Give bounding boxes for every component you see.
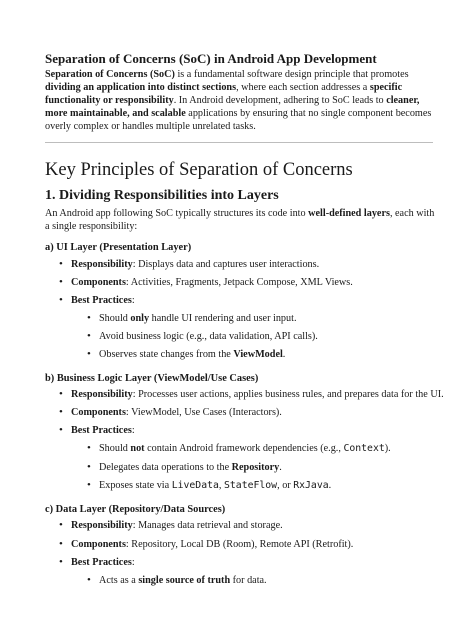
layer-c-heading: c) Data Layer (Repository/Data Sources) bbox=[45, 504, 226, 515]
list-item bbox=[59, 519, 283, 531]
inline-code: LiveData bbox=[171, 480, 219, 491]
bullet-icon: • bbox=[59, 424, 63, 436]
bullet-icon: • bbox=[59, 294, 63, 306]
sub-list-item bbox=[87, 479, 332, 491]
main-heading: Key Principles of Separation of Concerns bbox=[45, 160, 353, 180]
bullet-icon: • bbox=[59, 258, 63, 270]
best-practices-colon: : bbox=[131, 425, 135, 436]
inline-code: RxJava bbox=[293, 480, 329, 491]
components-label: Components bbox=[71, 539, 126, 550]
list-item bbox=[59, 556, 135, 568]
sub-item-text: contain Android framework dependencies (e.g., bbox=[144, 443, 344, 454]
components-label: Components bbox=[71, 277, 126, 288]
intro-text-3: . In Android development, adhering to SoC leads to bbox=[173, 95, 387, 106]
sub-item-bold: not bbox=[130, 443, 145, 454]
list-item bbox=[59, 538, 354, 550]
responsibility-label: Responsibility bbox=[71, 389, 133, 400]
intro-bold-4: cleaner, more maintainable, and scalable bbox=[45, 95, 420, 119]
intro-title: Separation of Concerns (SoC) in Android App Development bbox=[45, 51, 377, 66]
components-text: : Repository, Local DB (Room), Remote API (Retrofit). bbox=[125, 539, 354, 550]
layer-a-heading: a) UI Layer (Presentation Layer) bbox=[45, 242, 192, 253]
sub-item-text: Should bbox=[99, 443, 131, 454]
bullet-icon: • bbox=[59, 556, 63, 568]
bullet-icon: • bbox=[59, 519, 63, 531]
best-practices-label: Best Practices bbox=[71, 295, 132, 306]
section-1-heading: 1. Dividing Responsibilities into Layers bbox=[45, 188, 279, 203]
intro-bold-2: dividing an application into distinct sections bbox=[45, 82, 237, 93]
sub-list-item bbox=[87, 574, 267, 586]
section-1-text-1: An Android app following SoC typically structures its code into bbox=[45, 208, 309, 219]
responsibility-text: : Manages data retrieval and storage. bbox=[132, 520, 283, 531]
sub-item-text: Acts as a bbox=[99, 575, 139, 586]
sub-item-bold: Repository bbox=[231, 462, 280, 473]
intro-bold-3: specific functionality or responsibility bbox=[45, 82, 403, 106]
intro-text-4: applications by ensuring that no single component becomes overly complex or handles multiple unrelated tasks. bbox=[45, 108, 432, 132]
best-practices-colon: : bbox=[131, 557, 135, 568]
section-1-paragraph bbox=[45, 207, 435, 233]
sub-item-text: Observes state changes from the bbox=[99, 349, 234, 360]
bullet-icon: • bbox=[59, 538, 63, 550]
layer-b-heading: b) Business Logic Layer (ViewModel/Use Cases) bbox=[45, 373, 259, 384]
sub-list-item bbox=[87, 348, 286, 360]
responsibility-label: Responsibility bbox=[71, 259, 133, 270]
intro-paragraph bbox=[45, 68, 435, 133]
bullet-icon: • bbox=[87, 330, 91, 342]
sub-list-item bbox=[87, 330, 318, 342]
sub-item-text: handle UI rendering and user input. bbox=[149, 313, 297, 324]
inline-code: StateFlow bbox=[224, 480, 278, 491]
sub-list-item bbox=[87, 442, 391, 454]
best-practices-label: Best Practices bbox=[71, 557, 132, 568]
bullet-icon: • bbox=[87, 479, 91, 491]
sub-item-text: Exposes state via bbox=[99, 480, 172, 491]
sub-list-item bbox=[87, 312, 297, 324]
sub-item-text: Avoid business logic (e.g., data validation, API calls). bbox=[99, 331, 318, 342]
sub-item-bold: only bbox=[130, 313, 150, 324]
sub-item-text: . bbox=[328, 480, 332, 491]
responsibility-label: Responsibility bbox=[71, 520, 133, 531]
intro-text-2: , where each section addresses a bbox=[236, 82, 370, 93]
sub-list-item bbox=[87, 461, 282, 473]
sub-item-text: , bbox=[218, 480, 224, 491]
sub-item-bold: ViewModel bbox=[233, 349, 283, 360]
bullet-icon: • bbox=[87, 312, 91, 324]
components-text: : Activities, Fragments, Jetpack Compose, XML Views. bbox=[125, 277, 353, 288]
sub-item-text: , or bbox=[277, 480, 294, 491]
responsibility-text: : Displays data and captures user interactions. bbox=[132, 259, 320, 270]
list-item bbox=[59, 276, 353, 288]
list-item bbox=[59, 406, 282, 418]
intro-bold-1: Separation of Concerns (SoC) bbox=[45, 69, 175, 80]
list-item bbox=[59, 294, 135, 306]
sub-item-text: Should bbox=[99, 313, 131, 324]
bullet-icon: • bbox=[87, 461, 91, 473]
bullet-icon: • bbox=[59, 406, 63, 418]
bullet-icon: • bbox=[87, 574, 91, 586]
section-1-bold: well-defined layers bbox=[308, 208, 390, 219]
sub-item-text: for data. bbox=[230, 575, 267, 586]
intro-text-1: is a fundamental software design principle that promotes bbox=[174, 69, 409, 80]
list-item bbox=[59, 388, 444, 400]
sub-item-text: . bbox=[282, 349, 286, 360]
sub-item-bold: single source of truth bbox=[138, 575, 231, 586]
sub-item-text: Delegates data operations to the bbox=[99, 462, 232, 473]
sub-item-text: . bbox=[279, 462, 282, 473]
components-label: Components bbox=[71, 407, 126, 418]
responsibility-text: : Processes user actions, applies business rules, and prepares data for the UI. bbox=[132, 389, 444, 400]
bullet-icon: • bbox=[87, 442, 91, 454]
best-practices-label: Best Practices bbox=[71, 425, 132, 436]
list-item bbox=[59, 258, 320, 270]
components-text: : ViewModel, Use Cases (Interactors). bbox=[125, 407, 282, 418]
bullet-icon: • bbox=[59, 276, 63, 288]
best-practices-colon: : bbox=[131, 295, 135, 306]
horizontal-divider bbox=[45, 142, 433, 143]
inline-code: Context bbox=[343, 443, 385, 454]
bullet-icon: • bbox=[87, 348, 91, 360]
section-1-text-2: , each with a single responsibility: bbox=[45, 208, 435, 232]
sub-item-text: ). bbox=[384, 443, 391, 454]
list-item bbox=[59, 424, 135, 436]
bullet-icon: • bbox=[59, 388, 63, 400]
